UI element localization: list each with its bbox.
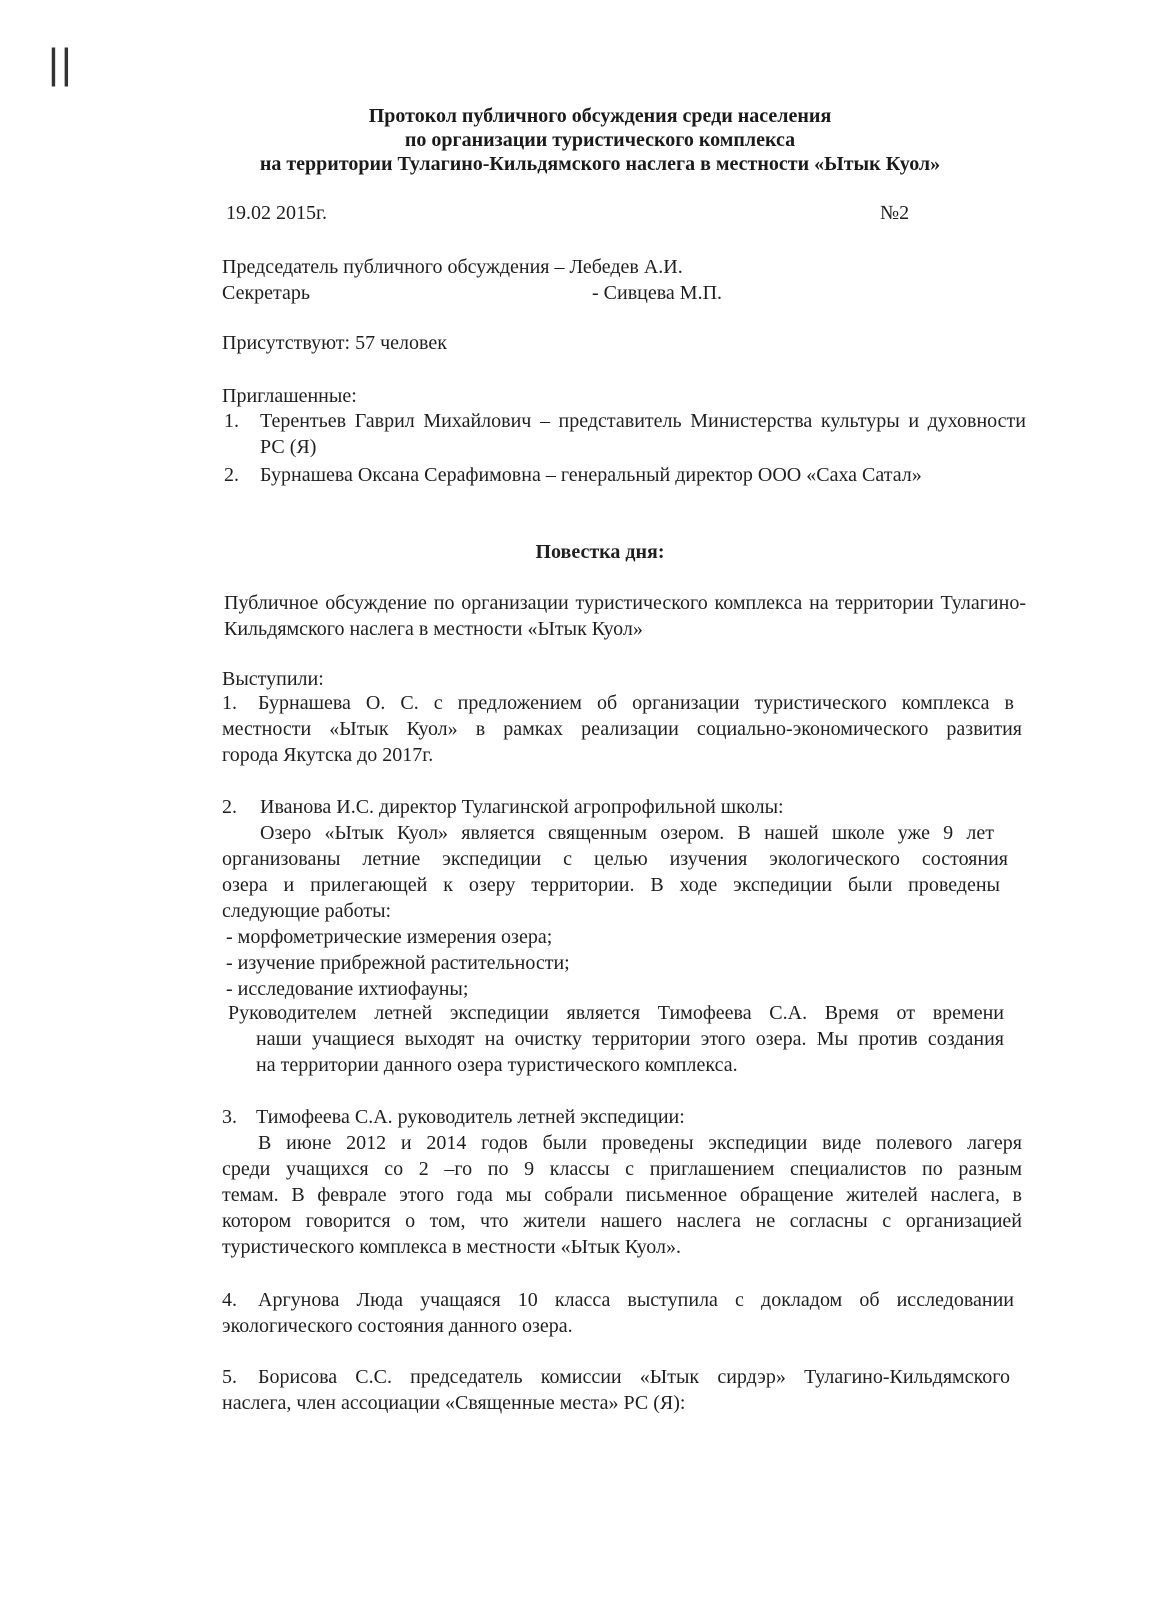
speaker-3-line: темам. В феврале этого года мы собрали письменное обращение жителей наслега, в [222,1184,1022,1206]
invited-item-text: Терентьев Гаврил Михайлович – представитель Министерства культуры и духовности РС (Я) [260,410,1026,458]
invited-item-number: 2. [224,464,239,486]
speaker-1-line: местности «Ытык Куол» в рамках реализации социально-экономического развития [222,718,1022,740]
speaker-2-line: наши учащиеся выходят на очистку территории этого озера. Мы против создания [256,1028,1004,1050]
speaker-3-heading: Тимофеева С.А. руководитель летней экспедиции: [256,1106,685,1128]
title-line-2: по организации туристического комплекса [404,129,796,151]
speaker-2-line: озера и прилегающей к озеру территории. В ходе экспедиции были проведены [222,874,1000,896]
speaker-2-line: Руководителем летней экспедиции является Тимофеева С.А. Время от времени [228,1002,1004,1024]
invited-item [224,408,1026,460]
speaker-3-line: среди учащихся со 2 –го по 9 классы с приглашением специалистов по разным [222,1158,1022,1180]
protocol-number: №2 [880,202,910,224]
speakers-label: Выступили: [222,668,324,690]
speaker-3-line: котором говорится о том, что жители нашего наслега не согласны с организацией [222,1210,1022,1232]
speaker-2-line: организованы летние экспедиции с целью изучения экологического состояния [222,848,1008,870]
secretary-label: Секретарь [222,282,311,304]
speaker-5-line: наслега, член ассоциации «Священные места» РС (Я): [222,1392,686,1414]
chairman-line: Председатель публичного обсуждения – Лебедев А.И. [222,256,683,278]
title-line-1: Протокол публичного обсуждения среди населения [368,105,832,127]
speaker-2-line: Озеро «Ытык Куол» является священным озером. В нашей школе уже 9 лет [260,822,994,844]
speaker-2-bullet: - морфометрические измерения озера; [226,926,553,948]
document-title [100,104,1100,176]
speaker-1-line: города Якутска до 2017г. [222,744,434,766]
title-line-3: на территории Тулагино-Кильдямского наслега в местности «Ытык Куол» [259,153,941,175]
speaker-2-line: следующие работы: [222,900,392,922]
speaker-2-line: на территории данного озера туристического комплекса. [256,1054,738,1076]
speaker-1-number: 1. [222,692,237,714]
speaker-5-number: 5. [222,1366,237,1388]
corner-mark: || [48,40,74,87]
speaker-4-line: Аргунова Люда учащаяся 10 класса выступила с докладом об исследовании [258,1289,1014,1311]
speaker-2-bullet: - исследование ихтиофауны; [226,978,469,1000]
speaker-3-number: 3. [222,1106,237,1128]
invited-item-text: Бурнашева Оксана Серафимовна – генеральный директор ООО «Саха Сатал» [260,464,922,486]
agenda-text: Публичное обсуждение по организации туристического комплекса на территории Тулагино-Кильдямского наслега в местности «Ытык Куол» [224,592,1026,640]
invited-label: Приглашенные: [222,385,357,407]
agenda-heading: Повестка дня: [535,541,665,563]
speaker-1-line: Бурнашева О. С. с предложением об организации туристического комплекса в [258,692,1014,714]
invited-item [224,462,1026,488]
invited-item-number: 1. [224,410,239,432]
speaker-2-bullet: - изучение прибрежной растительности; [226,952,570,974]
present-line: Присутствуют: 57 человек [222,332,447,354]
speaker-4-number: 4. [222,1289,237,1311]
speaker-3-line: туристического комплекса в местности «Ытык Куол». [222,1236,681,1258]
protocol-date: 19.02 2015г. [226,202,327,224]
speaker-2-number: 2. [222,796,237,818]
secretary-value: - Сивцева М.П. [592,282,723,304]
speaker-5-line: Борисова С.С. председатель комиссии «Ытык сирдэр» Тулагино-Кильдямского [258,1366,1010,1388]
speaker-3-line: В июне 2012 и 2014 годов были проведены экспедиции виде полевого лагеря [258,1132,1022,1154]
speaker-4-line: экологического состояния данного озера. [222,1315,573,1337]
speaker-2-heading: Иванова И.С. директор Тулагинской агропрофильной школы: [260,796,784,818]
